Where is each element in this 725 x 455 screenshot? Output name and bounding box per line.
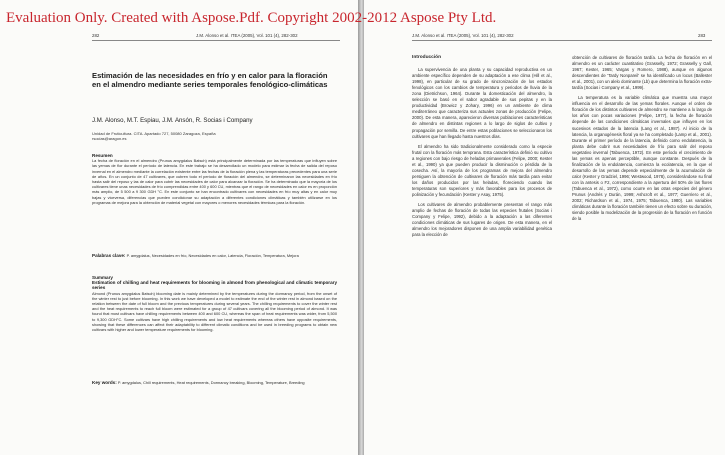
- running-head-left: J.M. Alonso et al. ITEA (2005), Vol. 101 (4), 282-302: [196, 33, 298, 38]
- paragraph: Los cultivares de almendro probablemente presentan el rango más amplio de fechas de floración de todas las especies frutales (Socias i Company y Felipe, 1992), debido a la adaptación a las diferentes condiciones climáticas de sus lugares de origen. De esta manera, en el almendro los mejoradores disponen de una amplia variabilidad genética para la elección de: [412, 202, 552, 238]
- summary-heading: Summary: [92, 275, 113, 280]
- summary-text: Almond (Prunus amygdalus Batsch) blooming date is mainly determined by the temperatures during the dormancy period, from the onset of the winter rest to just before blooming. In this work we have developed a model to estimate the end of the winter rest in almond based on the relation between the date of full bloom and the previous temperatures during several years. The chilling requirements to cover the winter rest and the heat requirements to reach full bloom were estimated for a group of 47 cultivars covering all the blooming period of almond. It was found that most cultivars have chilling requirements between 400 and 600 CU, whereas the span of heat requirements was wider, from 5,500 to 9,300 GDH°C. Some cultivars have high chilling requirements and low heat requirements whereas others have opposite requirements, showing that these differences can affect their adaptability to different climatic conditions and be used in breeding programs to obtain new cultivars with higher and lower temperature requirements for blooming.: [92, 290, 337, 333]
- header-rule-left: [92, 40, 340, 41]
- header-rule-right: [412, 40, 712, 41]
- article-authors: J.M. Alonso, M.T. Espiau, J.M. Ansón, R. Socias i Company: [92, 117, 253, 124]
- running-head-right: J.M. Alonso et al. ITEA (2005), Vol. 101 (4), 282-302: [412, 33, 514, 38]
- affiliation: [92, 131, 332, 141]
- affiliation-address: Unidad de Fruticultura. CITA. Apartado 727, 50080 Zaragoza, España: [92, 131, 216, 136]
- paragraph: El almendro ha sido tradicionalmente considerado como la especie frutal con la floración más temprana. Esta característica definió su cultivo a regiones con bajo riesgo de heladas primaverales (Felipe, 2000; Kester et al., 1990) ya que pueden producir la disminución o pérdida de la cosecha. Así, la mayoría de los programas de mejora del almendro persiguen la obtención de cultivares de floración más tardía para evitar los daños producidos por las heladas, floreciendo cuando las temperaturas son superiores y más favorables para los procesos de polinización y fecundación (Kester y Asay, 1975).: [412, 143, 552, 197]
- palabras-clave-section: [92, 253, 337, 258]
- resumen-heading: Resumen: [92, 153, 113, 158]
- right-page: [364, 0, 725, 455]
- paragraph: obtención de cultivares de floración tardía. La fecha de floración en el almendro es un carácter cuantitativo (Grasselly, 1972; Grasselly y Gall, 1967; Kester, 1965; Vargas y Romero, 1988), aunque en algunos descendientes de 'Tardy Nonpareil' se ha identificado un locus (Ballester et al., 2001), con un alelo dominante (Lb) que determina la floración extra-tardía (Socias i Company et al., 1999).: [572, 55, 712, 91]
- paragraph: La temperatura es la variable climática que muestra una mayor influencia en el desarrollo de las yemas florales. Aunque el orden de floración de los distintos cultivares de almendro se mantiene a lo largo de los años con pocas variaciones (Felipe, 1977), la fecha de floración depende de las condiciones climáticas invernales que influyen en los sucesivos estados de la latencia (Lang et al., 1987). Al inicio de la latencia, la organogénesis floral ya se ha completado (Lamp et al., 2001). Durante el primer período de la latencia, definido como endolatencia, la planta debe cubrir sus necesidades de frío para salir del reposo vegetativo invernal (Tabuenca, 1972). En este período el crecimiento de las yemas es apenas perceptible, aunque constante. Después de la finalización de la endolatencia, comienza la ecolatencia, en la que el desarrollo de las yemas depende especialmente de la acumulación de calor (Kester y Gradziel, 1996; Westwood, 1978), considerándose su final con la antesis o F2, correspondiente a la apertura del 50% de las flores (Tabuenca et al., 1972), como ocurre en las otras especies del género Prunus (Andrés y Durán, 1999; Ashcroft et al., 1977; Guerriero et al., 2002; Richardson et al., 1974, 1975; Tabuenca, 1980). Las variables climáticas durante la floración también tienen un efecto sobre su duración, siendo posible la modelización de la progresión de la floración en función de la: [572, 95, 712, 222]
- intro-heading: Introducción: [412, 55, 442, 60]
- keywords-section: [92, 380, 337, 385]
- left-page: [0, 0, 360, 455]
- keywords-text: P. amygdalus, Chill requirements, Heat requirements, Dormancy breaking, Blooming, Temperature, Breeding: [117, 380, 305, 385]
- summary-section: [92, 275, 337, 332]
- resumen-section: [92, 153, 337, 205]
- palabras-clave-text: P. amygdalus, Necesidades en frío, Necesidades en calor, Latencia, Floración, Temperatura, Mejora: [126, 253, 299, 258]
- page-number-left: 282: [92, 33, 100, 38]
- article-title: Estimación de las necesidades en frío y en calor para la floración en el almendro mediante series temporales fenológico-climáticas: [92, 71, 328, 90]
- affiliation-email: rsocias@aragon.es: [92, 136, 127, 142]
- palabras-clave-label: Palabras clave:: [92, 253, 126, 258]
- text-column-left: [412, 55, 552, 242]
- evaluation-watermark: Evaluation Only. Created with Aspose.Pdf. Copyright 2002-2012 Aspose Pty Ltd.: [6, 10, 497, 26]
- resumen-text: La fecha de floración en el almendro (Prunus amygdalus Batsch) está principalmente determinada por las temperaturas que influyen sobre las yemas de flor durante el período de latencia. En este trabajo se ha desarrollado un modelo para estimar la fecha de salida del reposo invernal en el almendro mediante la correlación existente entre las fechas de la floración plena y las temperaturas precedentes para una serie de años. En un conjunto de 47 cultivares, que cubren todo el período de floración del almendro, se determinaron las necesidades en frío hasta salir del reposo y las de calor para cubrir las necesidades de calor para alcanzar la floración. Se ha determinado que la mayoría de los cultivares tiene unas necesidades de frío comprendidas entre 400 y 600 CU, mientras que el rango de necesidades en calor es en proporción más amplio, de 5 500 a 9 300 GDH °C. En este conjunto se han encontrado cultivares con necesidades en frío muy altas y en calor muy bajas y viceversa, diferencias que pueden condicionar su adaptación a diferentes condiciones climáticas y también utilizarse en los programas de mejora para la obtención de material vegetal con mayores o menores necesidades térmicas para la floración.: [92, 158, 337, 205]
- summary-title: Estimation of chilling and heat requirements for blooming in almond from phenological and climatic temporary series: [92, 280, 337, 291]
- page-number-right: 283: [698, 33, 706, 38]
- text-column-right: [572, 55, 712, 226]
- paragraph: La supervivencia de una planta y su capacidad reproductiva en un ambiente específico dependen de su adaptación a ese clima (Hill et al., 1998), en particular de su grado de sincronización de los estados fenológicos con los cambios de temperatura y periodos de lluvia de la zona (Dietrichson, 1964). Durante la domesticación del almendro, la selección se basó en el sabor agradable de sus pepitas y en la productividad (Browicz y Zohary, 1996) en un ambiente de clima mediterráneo que caracteriza sus actuales zonas de producción (Felipe, 2000). De esta manera, aparecieron diversas poblaciones características de almendro en distintas regiones a lo largo de siglos de cultivo y propagación por semilla. De entre estas poblaciones se seleccionaron los cultivares que han llegado hasta nuestros días.: [412, 67, 552, 139]
- keywords-label: Key words:: [92, 380, 117, 385]
